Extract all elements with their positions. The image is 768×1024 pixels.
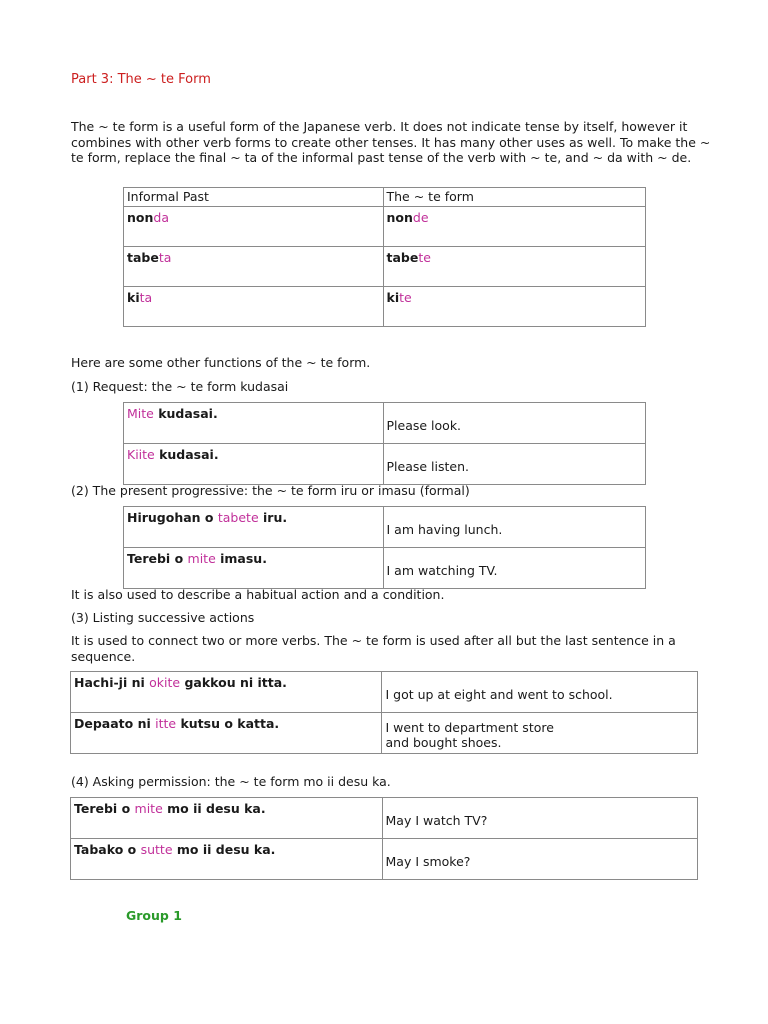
table-row — [124, 247, 646, 287]
example-sentence: Kiite kudasai. — [124, 444, 384, 485]
successive-description: It is used to connect two or more verbs. The ~ te form is used after all but the last sentence in a sequence. — [71, 633, 676, 664]
translation: May I watch TV? — [382, 798, 698, 839]
column-header: The ~ te form — [383, 188, 646, 207]
progressive-note: It is also used to describe a habitual action and a condition. — [71, 587, 445, 602]
example-sentence: Mite kudasai. — [124, 403, 384, 444]
group-1-heading: Group 1 — [126, 908, 182, 923]
permission-heading: (4) Asking permission: the ~ te form mo ii desu ka. — [71, 774, 391, 789]
table-row — [71, 798, 698, 839]
table-row — [124, 507, 646, 548]
example-sentence: Hachi-ji ni okite gakkou ni itta. — [71, 672, 382, 713]
te-form-cell: nonde — [383, 207, 646, 247]
translation: I am having lunch. — [383, 507, 645, 548]
progressive-heading: (2) The present progressive: the ~ te form iru or imasu (formal) — [71, 483, 470, 498]
request-table — [123, 402, 646, 485]
translation: Please listen. — [383, 444, 645, 485]
table-row — [71, 839, 698, 880]
translation: I am watching TV. — [383, 548, 645, 589]
te-form-cell: kite — [383, 287, 646, 327]
table-row — [71, 713, 698, 754]
past-form-cell: kita — [124, 287, 384, 327]
successive-heading: (3) Listing successive actions — [71, 610, 255, 625]
table-row — [124, 548, 646, 589]
functions-intro: Here are some other functions of the ~ te form. — [71, 355, 371, 370]
table-row — [124, 444, 646, 485]
table-row — [71, 672, 698, 713]
table-row — [124, 403, 646, 444]
page-title: Part 3: The ~ te Form — [71, 72, 211, 87]
past-form-cell: nonda — [124, 207, 384, 247]
te-form-cell: tabete — [383, 247, 646, 287]
request-heading: (1) Request: the ~ te form kudasai — [71, 379, 289, 394]
table-header-row — [124, 188, 646, 207]
translation: May I smoke? — [382, 839, 698, 880]
progressive-table — [123, 506, 646, 589]
example-sentence: Hirugohan o tabete iru. — [124, 507, 384, 548]
past-form-cell: tabeta — [124, 247, 384, 287]
intro-paragraph: The ~ te form is a useful form of the Japanese verb. It does not indicate tense by itself, however it combines with other verb forms to create other tenses. It has many other uses as well. To make the ~ te form, replace the final ~ ta of the informal past tense of the verb with ~ te, and ~ da with ~ de. — [71, 119, 711, 165]
column-header: Informal Past — [124, 188, 384, 207]
successive-table — [70, 671, 698, 754]
permission-table — [70, 797, 698, 880]
translation: Please look. — [383, 403, 645, 444]
example-sentence: Terebi o mite imasu. — [124, 548, 384, 589]
translation: I got up at eight and went to school. — [382, 672, 698, 713]
example-sentence: Tabako o sutte mo ii desu ka. — [71, 839, 383, 880]
conjugation-table — [123, 187, 646, 327]
example-sentence: Terebi o mite mo ii desu ka. — [71, 798, 383, 839]
table-row — [124, 287, 646, 327]
example-sentence: Depaato ni itte kutsu o katta. — [71, 713, 382, 754]
table-row — [124, 207, 646, 247]
translation: I went to department store and bought shoes. — [382, 713, 698, 754]
